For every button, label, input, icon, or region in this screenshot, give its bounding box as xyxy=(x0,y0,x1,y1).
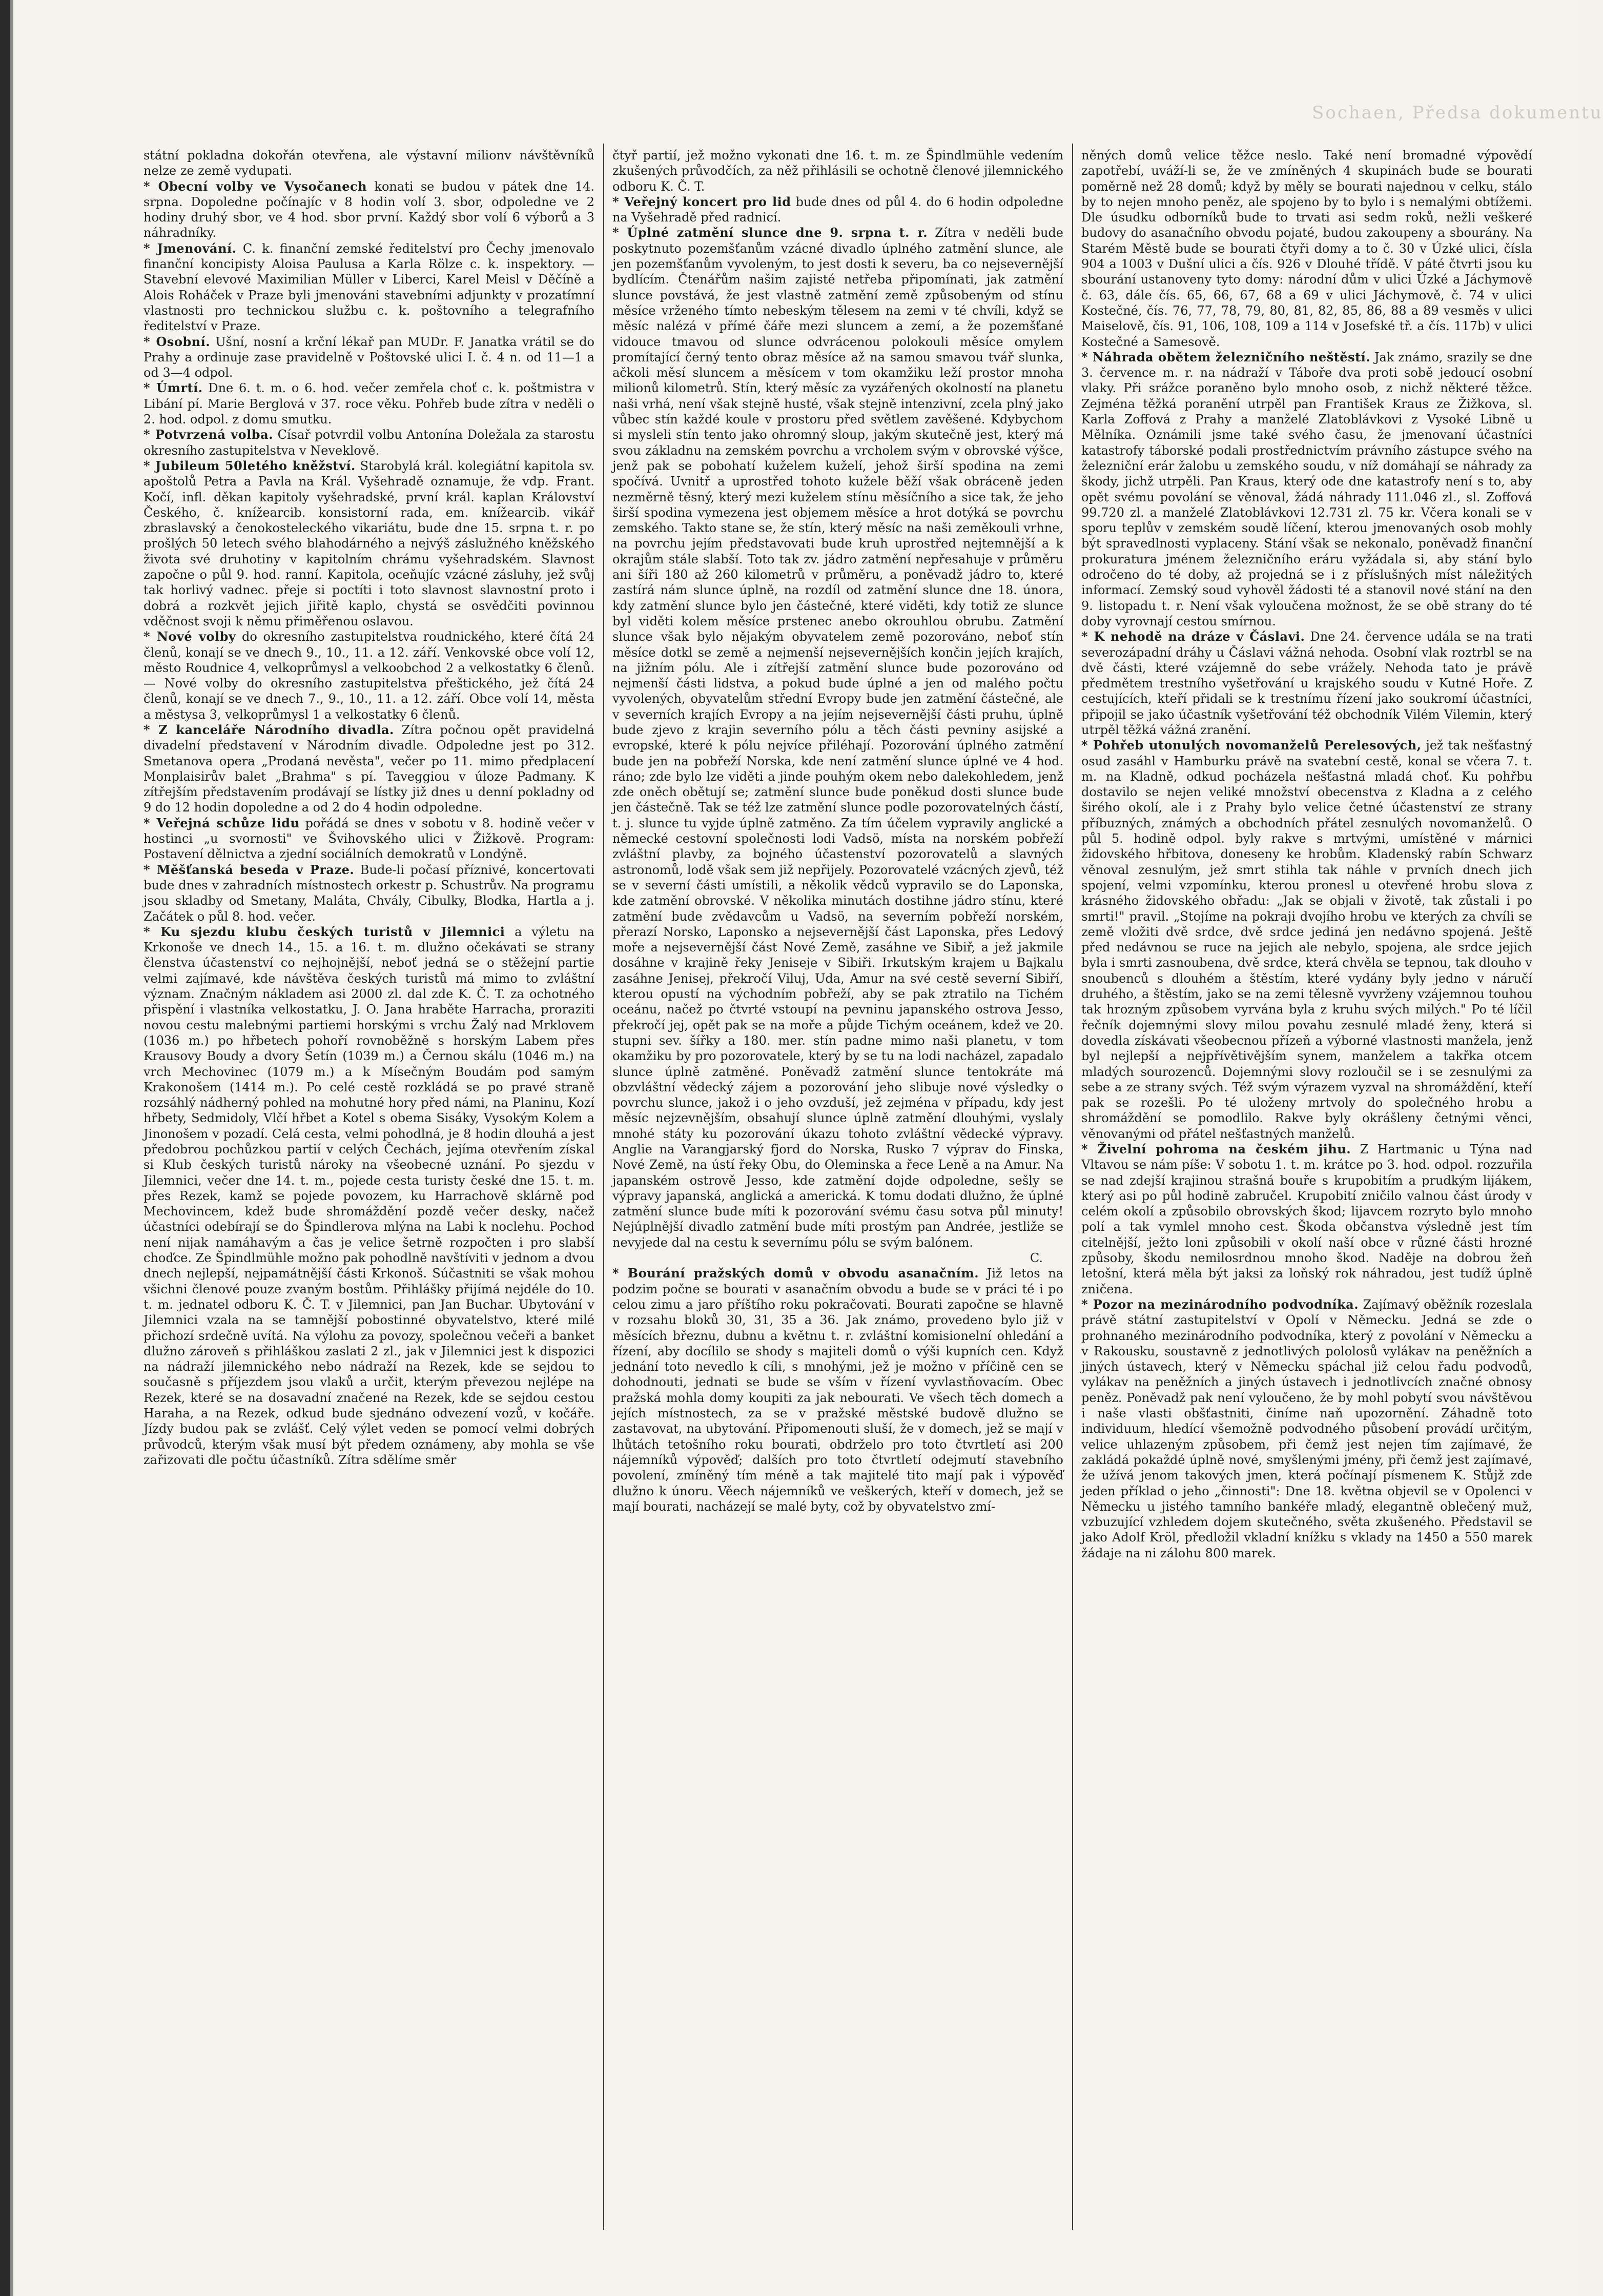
article-text: do okresního zastupitelstva roudnického, které čítá 24 členů, konají se ve dnech 9., 10., 11. a 12. září. Venkovské obce volí 12, město Roudnice 4, velkoprůmysl a velkoobchod 2 a velkostatky 6 členů. — Nové volby do okresního zastupitelstva přeštického, jež čítá 24 členů, konají se ve dnech 7., 9., 10., 11. a 12. září. Obce volí 14, města a městysa 3, velkoprůmysl 1 a velkostatky 6 členů. xyxy=(143,629,594,722)
article xyxy=(143,148,594,179)
article-headline: * Pohřeb utonulých novomanželů Perelesových, xyxy=(1081,738,1422,753)
column-rule xyxy=(1072,144,1073,2230)
article xyxy=(612,194,1063,226)
article-signature: C. xyxy=(1030,1251,1043,1266)
article-headline: * Jubileum 50letého kněžství. xyxy=(143,458,356,473)
article-text: Jak známo, srazily se dne 3. července m. r. na nádraží v Táboře dva proti sobě jedoucí osobní vlaky. Při srážce poraněno bylo mnoho osob, z nichž některé těžce. Zejména těžká poranění utrpěl pan František Kraus ze Žižkova, sl. Karla Zoffová z Prahy a manželé Zlatoblávkovi z Vysoké Libně u Mělníka. Oznámili jsme také svého času, že jmenovaní účastníci katastrofy táborské podali prostřednictvím právního zástupce svého na železniční erár žalobu u zemského soudu, v níž domáhají se náhrady za škody, jichž utrpěli. Pan Kraus, který ode dne katastrofy není s to, aby opět svému povolání se věnoval, žádá náhrady 111.046 zl., sl. Zoffová 99.720 zl. a manželé Zlatoblávkovi 12.731 zl. 75 kr. Včera konali se v sporu teplův v zemském soudě líčení, kterou jmenovaných osob mohly být spravedlnosti vyplaceny. Stání však se nekonalo, poněvadž finanční prokuratura jménem železničního eráru vyžádala si, aby stání bylo odročeno do té doby, až projedná se i z příslušných míst náležitých informací. Zemský soud vyhověl žádosti té a stanovil nové stání na den 9. listopadu t. r. Není však vyloučena možnost, že se obě strany do té doby vyrovnají cestou smírnou. xyxy=(1081,350,1532,628)
article-text: Starobylá král. kolegiátní kapitola sv. apoštolů Petra a Pavla na Král. Vyšehradě oznamuje, že vdp. Frant. Kočí, infl. děkan kapitoly vyšehradské, první král. kaplan Království Českého, č. knížearcib. konsistorní rada, em. knížearcib. vikář zbraslavský a čenokosteleckého vikariátu, bude dne 15. srpna t. r. po prošlých 50 letech svého blahodárného a nejvýš záslužného kněžského života své druhotiny v kapitolním chrámu vyšehradském. Slavnost započne o půl 9. hod. ranní. Kapitola, oceňujíc vzácné zásluhy, jež svůj tak horlivý vadnec. přeje si poctíti i toto slavnost slavnostní proto i dobrá a rozkvět jejich jiřitě kaplo, chystá se osvědčiti povinnou vděčnost svoji k němu přiměřenou oslavou. xyxy=(143,458,594,628)
article-text: Zajímavý oběžník rozeslala právě státní zastupitelství v Opolí v Německu. Jedná se zde o prohnaného mezinárodního podvodníka, který z povolání v Německu a v Rakousku, soustavně z jednotlivých pololosů vylákav na peněžních a jiných ústavech, který v Německu spáchal již celou řadu podvodů, vylákav na peněžních a jiných ústavech i jednotlivcích značné obnosy peněz. Poněvadž pak není vyloučeno, že by mohl pobytí svou návštěvou i naše vlasti obšťastniti, činíme naň upozornění. Záhadně toto individuum, hledící všemožně podvodného působení provádí určitým, velice uhlazeným způsobem, při čemž jest nejen tím zajímavé, že zakládá pokaždé úplně nové, smyšlenými jmény, při čemž jest zajímavé, že užívá jenom takových jmen, která počínají písmenem K. Stůjž zde jeden příklad o jeho „činnosti": Dne 18. května objevil se v Opolenci v Německu u jistého tamního bankéře mladý, elegantně oblečený muž, vzbuzující vzhledem dojem skutečného, světa zkušeného. Představil se jako Adolf Kröl, předložil vkladní knížku s vklady na 1450 a 550 marek žádaje na ni zálohu 800 marek. xyxy=(1081,1297,1533,1560)
article-text: jež tak nešťastný osud zasáhl v Hamburku právě na svatební cestě, konal se včera 7. t. m. na Kladně, odkud pocházela nešťastná mladá choť. Ku pohřbu dostavilo se nejen veliké množství obecenstva z Kladna a z celého širého okolí, ale i z Prahy bylo velice četné účastenství ze strany příbuzných, známých a obchodních přátel zesnulých novomanželů. O půl 5. hodině odpol. byly rakve s mrtvými, umístěné v márnici židovského hřbitova, doneseny ke hrobům. Kladenský rabín Schwarz věnoval zesnulým, jež smrt stihla tak náhle v prvních dnech jich spojení, velmi vzpomínku, kterou pronesl u otevřené hrobu slova z krásného židovského obřadu: „Jak se objali v životě, tak zůstali i po smrti!" pravil. „Stojíme na pokraji dvojího hrobu ve kterých za chvíli se země vložiti dvě srdce, dvě srdce jediná jen nedávno spojená. Ještě před nedávnou se ruce na jejich ale nebylo, spojena, ale srdce jejich byla i smrti zasnoubena, dvě srdce, která chvěla se tepnou, tak dlouho v snoubenců s dlouhém a štěstím, které vydány byly jedno v náručí druhého, a štěstím, jako se na zemi tělesně vyvrženy vzájemnou touhou tak hrozným způsobem vyrvána byla z kruhu svých milých." Po té líčil řečník dojemnými slovy milou povahu zesnulé mladé ženy, která si dovedla získávati všeobecnou přízeň a výborné vlastnosti manžela, jenž byl nejlepší a nejpřívětivějším synem, manželem a takřka otcem mladých sourozenců. Dojemnými slovy rozloučil se i se zesnulými za sebe a ze strany svých. Též svým výrazem vyzval na shromáždění, kteří pak se rozešli. Po té uloženy mrtvoly do společného hrobu a shromáždění se pomodlilo. Rakve byly okrášleny četnými věnci, věnovanými od přátel nešťastných manželů. xyxy=(1081,738,1532,1141)
article xyxy=(143,427,594,458)
article xyxy=(143,241,594,334)
article-text: a výletu na Krkonoše ve dnech 14., 15. a 16. t. m. dlužno očekávati se strany členstva účastenství co nejhojnější, neboť jedná se o stěžejní partie velmi zajímavé, kde návštěva českých turistů má mimo to zvláštní význam. Značným nákladem asi 2000 zl. dal zde K. Č. T. za ochotného přispění i vlastníka velkostatku, J. O. Jana hraběte Harracha, proraziti novou cestu malebnými partiemi horskými s vrchu Žalý nad Mrklovem (1036 m.) po hřbetech pohoří rovnoběžně s horským Labem přes Krausovy Boudy a dvory Šetín (1039 m.) a Černou skálu (1046 m.) na vrch Mechovinec (1079 m.) a k Mísečným Boudám pod samým Krakonošem (1414 m.). Po celé cestě rozkládá se po pravé straně rozsáhlý nádherný pohled na mohutné hory před námi, na Planinu, Kozí hřbety, Sedmidoly, Vlčí hřbet a Kotel s obema Sisáky, Vysokým Kolem a Jinonošem v pozadí. Celá cesta, velmi pohodlná, je 8 hodin dlouhá a jest předobrou pochůzkou partií v celých Čechách, jejíma otevřením získal si Klub českých turistů nároky na všeobecné uznání. Po sjezdu v Jilemnici, večer dne 14. t. m., pojede cesta turisty české dne 15. t. m. přes Rezek, kamž se pojede povozem, ku Harrachově sklárně pod Mechovincem, kdež bude shromáždění pozdě večer desky, načež účastníci odebírají se do Špindlerova mlýna na Labi k noclehu. Pochod není nijak namáhavým a čas je velice šetrně rozpočten i pro slabší choďce. Ze Špindlmühle možno pak pohodlně navštíviti v jednom a dvou dnech nejlepší, nejpamátnější části Krkonoš. Súčastniti se však mohou všichni členové pouze zvaným bostům. Přihlášky přijímá nejdéle do 10. t. m. jednatel odboru K. Č. T. v Jilemnici, pan Jan Buchar. Ubytování v Jilemnici vzala na se tamnější pobostinné obyvatelstvo, které milé přichozí srdečně uvítá. Na výlohu za povozy, společnou večeři a banket dlužno zároveň s přihláškou zaslati 2 zl., jak v Jilemnici jest k dispozici na nádraží jilemnického nebo nádraží na Rezek, kde se sejdou to současně s příjezdem jsou vlaků a určit, kterým převezou nejlépe na Rezek, které se na dosavadní značené na Rezek, kde se sejdou cestou Haraha, a na Rezek, odkud bude sjednáno odvezení vozů, v kočáře. Jízdy budou pak se zvlášť. Celý výlet veden se pomocí velmi dobrých průvodců, kterým však musí být předem oznámeny, aby mohla se vše zařizovati dle počtu účastníků. Zítra sdělíme směr xyxy=(143,924,594,1467)
scan-edge xyxy=(0,0,10,2296)
column-3 xyxy=(1081,148,1532,2229)
article xyxy=(143,380,594,427)
article-headline: * Veřejná schůze lidu xyxy=(143,815,300,830)
article-text: státní pokladna dokořán otevřena, ale výstavní milionv návštěvníků nelze ze země vydupati. xyxy=(143,148,594,178)
article-text: Zítra v neděli bude poskytnuto pozemšťanům vzácné divadlo úplného zatmění slunce, ale jen pozemšťanům vyvoleným, to jest dosti k severu, ba co nejsevernější bydlícím. Čtenářům našim zajisté netřeba připomínati, jak zatmění slunce povstává, že jest vlastně zatmění země způsobeným od stínu měsíce vrženého tímto nebeským tělesem na zemi v té chvíli, když se měsíc nalézá v přímé čáře mezi sluncem a zemí, a že pozemšťané vidouce tmavou od slunce odvrácenou polokouli měsíce omylem promítající černý tento obraz měsíce až na samou smavou tvář slunka, ačkoli měsí sluncem a měsícem v tom okamžiku leží prostor mnoha milionů kilometrů. Stín, který měsíc za vyzářených okolností na planetu naši vrhá, není však stejně husté, však stejně intenzivní, zcela plný jako vůbec stín každé koule v prostoru před světlem zavěšené. Kdybychom si mysleli stín tento jako ohromný sloup, jakým skutečně jest, který má svou základnu na zemském povrchu a vrcholem svým v obrovské výšce, jenž pak se pobohatí kuželem kuželí, jehož širší spodina na zemi spočívá. Uvnitř a uprostřed tohoto kužele běží však obráceně jeden nezměrně těsný, který mezi kuželem stínu měsíčního a sice tak, že jeho širší spodina vymezena jest objemem měsíce a hrot dotýká se povrchu zemského. Takto stane se, že stín, který měsíc na naši zeměkouli vrhne, na povrchu jejím představovati bude kruh uprostřed nejtemnější a k okrajům stále slabší. Toto tak zv. jádro zatmění nepřesahuje v průměru ani šíři 180 až 260 kilometrů v průměru, a poněvadž jádro to, které zastírá nám slunce úplně, na rozdíl od zatmění slunce dne 18. února, kdy zatmění slunce bylo jen částečné, které viděti, kdy totiž ze slunce byl viděti kolem měsíce prstenec anebo okrouhlou obrubu. Zatmění slunce však bylo nějakým obyvatelem země pozorováno, neboť stín měsíce dotkl se země a nejmenší nejsevernějších končin jejích krajích, na jižním pólu. Ale i zítřejší zatmění slunce bude pozorováno od nejmenší části lidstva, a pokud bude úplné a jen od malého počtu vyvolených, obyvatelům střední Evropy bude jen zatmění částečné, ale v severních krajích Evropy a na jejím nejsevernější části pruhu, úplně bude zjevo z krajin severního pólu a těch části pevniny asijské a evropské, které k pólu nejvíce přiléhají. Pozorování úplného zatmění bude jen na pobřeží Norska, kde není zatmění slunce úplné ve 4 hod. ráno; zde bylo lze viděti a jinde pouhým okem nebo dalekohledem, jenž zde oněch obětují se; zatmění slunce bude poněkud dosti slunce bude jen částečně. Tak se též lze zatmění slunce podle pozorovatelných částí, t. j. slunce tu vyjde úplně zatměno. Za tím účelem vypravily anglické a německé cestovní společnosti lodi Vadsö, místa na norském pobřeží zvláštní plavby, za bojného účastenství pozorovatelů a slavných astronomů, lodě však sem již nepřijely. Pozorovatelé vzácných zjevů, též se v severní části umístili, a několik vědců vypravilo se do Laponska, kde zatmění obrovské. V několika minutách dostihne jádro stínu, které zatmění bude zvědavcům u Vadsö, na severním pobřeží norském, přerazí Norsko, Laponsko a nejsevernější část Laponska, přes Ledový moře a nejsevernější část Nové Země, zasáhne ve Sibiř, a jež jakmile dosáhne v krajině řeky Jeniseje v Sibiři. Irkutským krajem u Bajkalu zasáhne Jenisej, překročí Viluj, Uda, Amur na své cestě severní Sibiří, kterou opustí na východním pobřeží, aby se pak ztratilo na Tichém oceánu, načež po čtvrté vstoupí na pevninu japanského ostrova Jesso, překročí jej, opět pak se na moře a půjde Tichým oceánem, kdež ve 20. stupni sev. šířky a 180. mer. stín padne mimo naši planetu, v tom okamžiku by pro pozorovatele, který by se tu na lodi nacházel, zapadalo slunce úplně zatměné. Poněvadž zatmění slunce tentokráte má obzvláštní vědecký zájem a pozorování jeho slibuje nové výsledky o povrchu slunce, jakož i o jeho ovzduší, jež zejména v případu, kdy jest měsíc nejzevnějším, obsahují slunce úplně zatmění dlouhými, vyslaly mnohé státy ku pozorování úkazu tohoto zvláštní vědecké výpravy. Anglie na Varangjarský fjord do Norska, Rusko 7 výprav do Finska, Nové Země, na ústí řeky Obu, do Oleminska a řece Leně a na Amur. Na japanském ostrově Jesso, kde zatmění dojde odpoledne, sešly se výpravy japanská, anglická a americká. K tomu dodati dlužno, že úplné zatmění slunce bude míti k pozorování svému času sotva půl minuty! Nejúplnější divadlo zatmění bude míti prostým pan Andrée, jestliže se nevyjede dal na cestu k severnímu pólu se svým balónem. xyxy=(612,226,1063,1250)
article xyxy=(1081,1142,1532,1297)
column-1 xyxy=(143,148,594,2229)
column-rule xyxy=(603,144,604,2230)
article xyxy=(143,458,594,629)
article xyxy=(143,722,594,816)
article xyxy=(143,179,594,241)
article-text: Ušní, nosní a krční lékař pan MUDr. F. Janatka vrátil se do Prahy a ordinuje zase pravidelně v Poštovské ulici I. č. 4 n. od 11—1 a od 3—4 odpol. xyxy=(143,334,595,380)
article-text: pořádá se dnes v sobotu v 8. hodině večer v hostinci „u svornosti" ve Švihovského ulici v Žižkově. Program: Postavení dělnictva a zjední sociálních demokratů v Londýně. xyxy=(143,816,594,862)
article-headline: * Úplné zatmění slunce dne 9. srpna t. r. xyxy=(612,225,928,240)
article-headline: * Živelní pohroma na českém jihu. xyxy=(1081,1142,1351,1156)
article-headline: * Měšťanská beseda v Praze. xyxy=(143,862,355,877)
article xyxy=(143,629,594,722)
article-headline: * Náhrada obětem železničního neštěstí. xyxy=(1081,349,1371,364)
article xyxy=(1081,1297,1532,1561)
article-headline: * Úmrtí. xyxy=(143,380,203,396)
article-text: Z Hartmanic u Týna nad Vltavou se nám píše: V sobotu 1. t. m. krátce po 3. hod. odpol. rozzuřila se nad zdejší krajinou strašná bouře s krupobitím a prudkým lijákem, který asi po půl hodině zabručel. Krupobití zničilo valnou část úrody v celém okolí a způsobilo obrovských škod; lijavcem rozryto bylo mnoho polí a tak vymlel mnoho cest. Škoda občanstva výsledně jest tím citelnější, ježto loni způsobili v okolí naší obce v různé části hrozné způsoby, škodu nemilosrdnou mnoho škod. Naděje na dobrou žeň letošní, která měla být jaksi za loňský rok náhradou, jest tudíž úplně zničena. xyxy=(1081,1142,1532,1296)
article-headline: * Bourání pražských domů v obvodu asanačním. xyxy=(612,1266,979,1281)
article-text: bude dnes od půl 4. do 6 hodin odpoledne na Vyšehradě před radnicí. xyxy=(612,194,1063,225)
article xyxy=(612,225,1063,1250)
article xyxy=(1081,350,1532,629)
article xyxy=(1081,629,1532,738)
article-text: konati se budou v pátek dne 14. srpna. Dopoledne počínajíc v 8 hodin volí 3. sbor, odpoledne ve 2 hodiny druhý sbor, ve 4 hod. sbor první. Každý sbor volí 6 výborů a 3 náhradníky. xyxy=(143,179,594,240)
article-headline: * Potvrzená volba. xyxy=(143,427,273,442)
article-headline: * Osobní. xyxy=(143,334,211,349)
article-text: Dne 6. t. m. o 6. hod. večer zemřela choť c. k. poštmistra v Libání pí. Marie Berglová v 37. roce věku. Pohřeb bude zítra v neděli o 2. hod. odpol. z domu smutku. xyxy=(143,381,594,427)
article-headline: * Nové volby xyxy=(143,629,236,644)
article-text: čtyř partií, jež možno vykonati dne 16. t. m. ze Špindlmühle vedením zkušených průvodčích, za něž přihlásili se ochotně členové jilemnického odboru K. Č. T. xyxy=(612,148,1063,194)
article-headline: * Jmenování. xyxy=(143,240,237,256)
article xyxy=(143,862,594,924)
article-text: Již letos na podzim počne se bourati v asanačním obvodu a bude se v práci té i po celou zimu a jaro příštího roku pokračovati. Bourati započne se hlavně v rozsahu bloků 30, 31, 35 a 36. Jak známo, provedeno bylo již v měsících březnu, dubnu a květnu t. r. zvláštní komisionelní ohledání a řízení, aby docílilo se shody s majiteli domů o výši kupních cen. Když jednání toto nevedlo k cíli, s mnohými, jež je možno v příčině cen se dohodnouti, jednati se bude se vším v řízení vyvlastňovacím. Obec pražská mohla domy koupiti za jak nebourati. Ve všech těch domech a jejích místnostech, za se v pražské městské budově dlužno se zastavovat, na ubytování. Připomenouti sluší, že v domech, jež se mají v lhůtách tetošního roku bourati, obdrželo pro toto čtvrtletí asi 200 nájemníků výpověď; dalších pro toto čtvrtletí odejmutí stavebního povolení, zmíněný tím méně a tak majitelé tito mají pak i výpověď dlužno k únoru. Věech nájemníků ve veškerých, kteří v domech, jež se mají bourati, nacházejí se malé byty, což by obyvatelstvo zmí- xyxy=(612,1266,1063,1514)
article-headline: * K nehodě na dráze v Čáslavi. xyxy=(1081,629,1305,644)
article-text: Bude-li počasí příznivé, koncertovati bude dnes v zahradních místnostech orkestr p. Schustrův. Na programu jsou skladby od Smetany, Maláta, Chvály, Cibulky, Blodka, Hartla a j. Začátek o půl 8. hod. večer. xyxy=(143,862,594,924)
article-text: něných domů velice těžce neslo. Také není bromadné výpovědí zapotřebí, uváží-li se, že ve zmíněných 4 skupinách bude se bourati poměrně než 28 domů; když by měly se bourati najednou v celku, stálo by to nejen mnoho peněz, ale spojeno by to bylo i s nemalými obtížemi. Dle úsudku odborníků bude to trvati asi sedm roků, nežli veškeré budovy do asanačního obvodu pojaté, budou zakoupeny a sbourány. Na Starém Městě bude se bourati čtyři domy a to č. 30 v Úzké ulici, čísla 904 a 1003 v Dušní ulici a čís. 926 v Dlouhé třídě. V páté čtvrti jsou ku sbourání ustanoveny tyto domy: národní dům v ulici Úzké a Jáchymově č. 63, dále čís. 65, 66, 67, 68 a 69 v ulici Jáchymově, č. 74 v ulici Kostečné, čís. 76, 77, 78, 79, 80, 81, 82, 85, 86, 88 a 89 vesměs v ulici Maiselově, čís. 91, 106, 108, 109 a 114 v Josefské tř. a čís. 117b) v ulici Kostečné a Samesově. xyxy=(1081,148,1532,349)
article-headline: * Z kanceláře Národního divadla. xyxy=(143,722,394,737)
scan-edge-shadow xyxy=(10,0,13,2296)
article-headline: * Obecní volby ve Vysočanech xyxy=(143,178,367,194)
article xyxy=(143,924,594,1468)
article xyxy=(612,148,1063,194)
article xyxy=(1081,738,1532,1142)
article-text: C. k. finanční zemské ředitelství pro Čechy jmenovalo finanční koncipisty Aloisa Paulusa a Karla Rölze c. k. inspektory. — Stavební elevové Maximilian Müller v Liberci, Karel Meisl v Děčíně a Alois Roháček v Praze byli jmenováni stavebními adjunkty v prozatímní vlastnosti pro technickou službu c. k. poštovního a telegrafního ředitelství v Praze. xyxy=(143,241,594,334)
column-2 xyxy=(612,148,1063,2229)
article-headline: * Veřejný koncert pro lid xyxy=(612,194,791,209)
article-text: Zítra počnou opět pravidelná divadelní představení v Národním divadle. Odpoledne jest po 312. Smetanova opera „Prodaná nevěsta", večer po 11. mimo předplacení Monplaisirův balet „Brahma" s pí. Taveggiou v úloze Padmany. K zítřejším představením prodávají se lístky již dnes u denní pokladny od 9 do 12 hodin dopoledne a od 2 do 4 hodin odpoledne. xyxy=(143,722,595,815)
article-headline: * Pozor na mezinárodního podvodníka. xyxy=(1081,1296,1359,1312)
article-text: Císař potvrdil volbu Antonína Doležala za starostu okresního zastupitelstva v Neveklově. xyxy=(143,428,594,458)
article xyxy=(143,816,594,862)
article-text: Dne 24. července udála se na trati severozápadní dráhy u Čáslavi vážná nehoda. Osobní vlak roztrbl se na dvě části, které vzájemně do sebe vrážely. Nehoda tato je právě předmětem trestního vyšetřování u krajského soudu v Kutné Hoře. Z cestujících, kteří přidali se k trestnímu řízení jako soukromí účastníci, připojil se jako účastník vyšetřování též obchodník Vilém Vilemin, který utrpěl těžká vážná zranění. xyxy=(1081,629,1532,737)
article-headline: * Ku sjezdu klubu českých turistů v Jilemnici xyxy=(143,924,505,939)
article xyxy=(1081,148,1532,350)
article xyxy=(612,1266,1063,1514)
bleed-through-text: Sochaen, Předsa dokumentu xyxy=(1312,103,1603,123)
article xyxy=(143,334,594,381)
